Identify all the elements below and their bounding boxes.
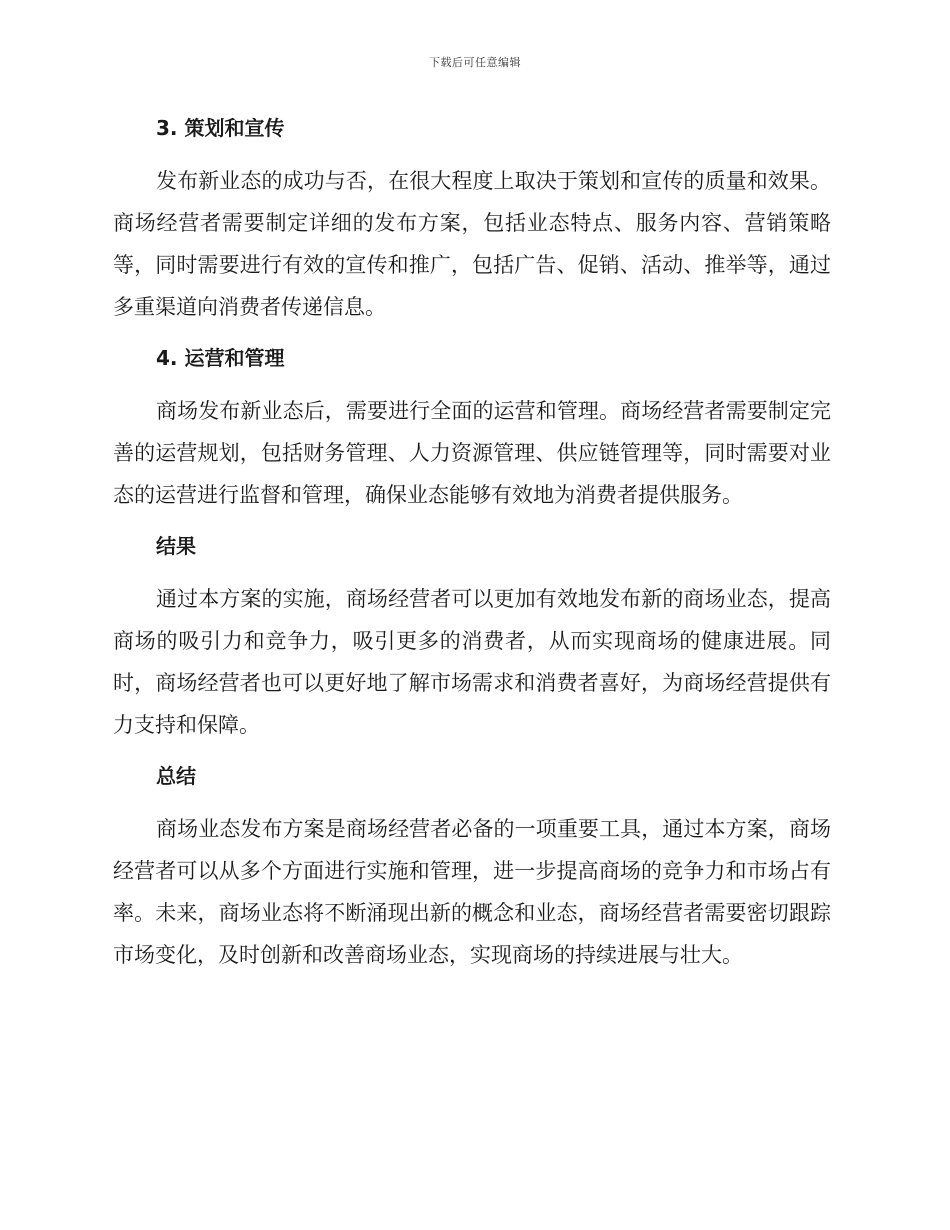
section-paragraph: 商场业态发布方案是商场经营者必备的一项重要工具，通过本方案，商场经营者可以从多个方面进行实施和管理，进一步提高商场的竞争力和市场占有率。未来，商场业态将不断涌现出新的概念和业态，商场经营者需要密切跟踪市场变化，及时创新和改善商场业态，实现商场的持续进展与壮大。: [113, 817, 831, 967]
section-paragraph: 通过本方案的实施，商场经营者可以更加有效地发布新的商场业态，提高商场的吸引力和竞争力，吸引更多的消费者，从而实现商场的健康进展。同时，商场经营者也可以更好地了解市场需求和消费者喜好，为商场经营提供有力支持和保障。: [113, 587, 831, 737]
section-heading: 结果: [156, 534, 196, 558]
section-planning-promotion: [113, 108, 831, 328]
section-results: [113, 526, 831, 746]
section-paragraph: 商场发布新业态后，需要进行全面的运营和管理。商场经营者需要制定完善的运营规划，包括财务管理、人力资源管理、供应链管理等，同时需要对业态的运营进行监督和管理，确保业态能够有效地为消费者提供服务。: [113, 399, 831, 507]
section-heading: 3. 策划和宣传: [156, 116, 285, 140]
section-summary: [113, 756, 831, 976]
section-operation-management: [113, 338, 831, 516]
page-header: 下载后可任意编辑: [429, 56, 521, 69]
section-paragraph: 发布新业态的成功与否，在很大程度上取决于策划和宣传的质量和效果。商场经营者需要制定详细的发布方案，包括业态特点、服务内容、营销策略等，同时需要进行有效的宣传和推广，包括广告、促销、活动、推举等，通过多重渠道向消费者传递信息。: [113, 169, 831, 319]
section-heading: 总结: [156, 764, 196, 788]
section-heading: 4. 运营和管理: [156, 346, 285, 370]
document-body: [113, 108, 831, 986]
